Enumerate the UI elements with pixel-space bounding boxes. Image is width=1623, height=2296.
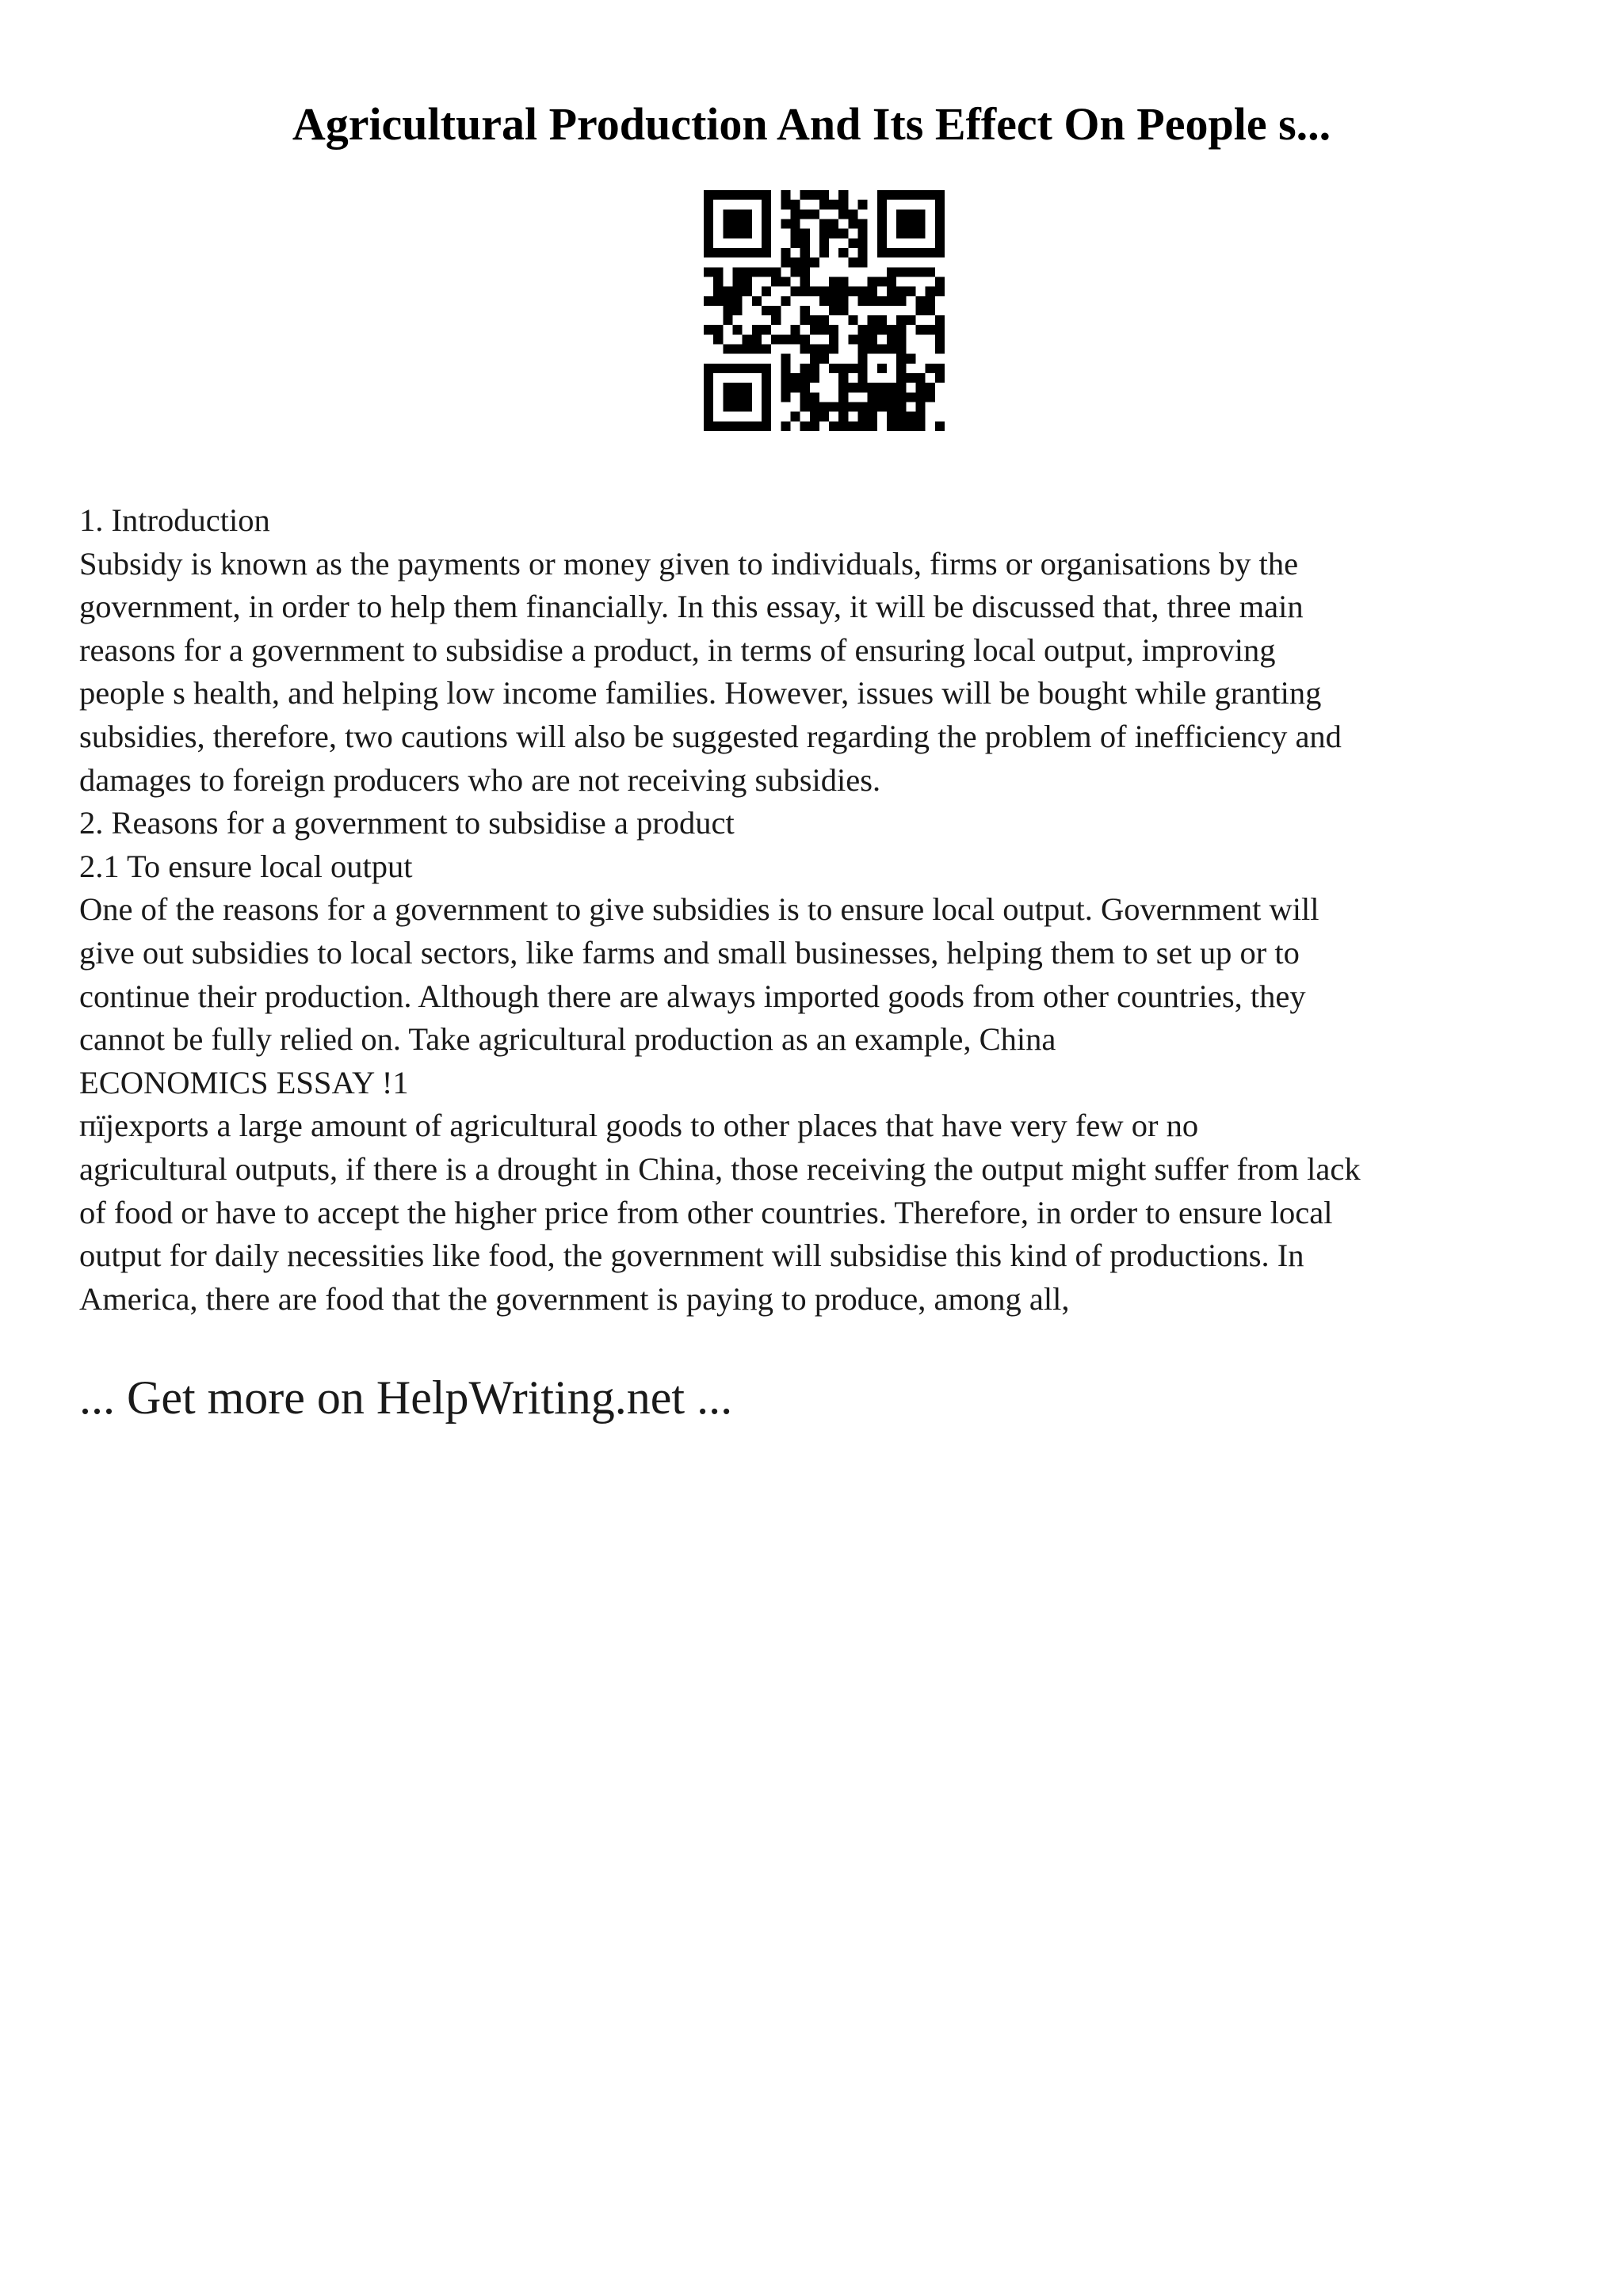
body-line: 2. Reasons for a government to subsidise a product bbox=[79, 805, 735, 841]
document-title: Agricultural Production And Its Effect On People s... bbox=[292, 98, 1331, 150]
body-line: people s health, and helping low income families. However, issues will be bought while granting bbox=[79, 675, 1322, 711]
body-line: Subsidy is known as the payments or money given to individuals, firms or organisations by the bbox=[79, 545, 1299, 582]
body-line: ECONOMICS ESSAY !1 bbox=[79, 1064, 409, 1100]
body-line: cannot be fully relied on. Take agricultural production as an example, China bbox=[79, 1021, 1056, 1058]
get-more-link[interactable]: ... Get more on HelpWriting.net ... bbox=[79, 1371, 733, 1424]
qr-code-icon[interactable] bbox=[704, 190, 945, 431]
body-line: agricultural outputs, if there is a drought in China, those receiving the output might suffer from lack bbox=[79, 1150, 1361, 1187]
body-line: 1. Introduction bbox=[79, 502, 270, 538]
body-line: give out subsidies to local sectors, like farms and small businesses, helping them to set up or to bbox=[79, 934, 1300, 971]
body-line: subsidies, therefore, two cautions will also be suggested regarding the problem of inefficiency and bbox=[79, 718, 1342, 754]
body-line: America, there are food that the government is paying to produce, among all, bbox=[79, 1280, 1070, 1317]
body-line: of food or have to accept the higher price from other countries. Therefore, in order to ensure local bbox=[79, 1194, 1333, 1230]
body-line: reasons for a government to subsidise a product, in terms of ensuring local output, improving bbox=[79, 631, 1276, 668]
body-line: government, in order to help them financially. In this essay, it will be discussed that, three main bbox=[79, 589, 1304, 625]
qr-code-graphic bbox=[704, 190, 945, 431]
body-line: One of the reasons for a government to give subsidies is to ensure local output. Government will bbox=[79, 891, 1319, 928]
body-line: пїјexports a large amount of agricultural goods to other places that have very few or no bbox=[79, 1108, 1199, 1144]
body-line: damages to foreign producers who are not receiving subsidies. bbox=[79, 761, 881, 798]
body-line: 2.1 To ensure local output bbox=[79, 848, 413, 884]
body-line: continue their production. Although there are always imported goods from other countries, they bbox=[79, 978, 1306, 1014]
document-body bbox=[79, 499, 1569, 1321]
body-line: output for daily necessities like food, the government will subsidise this kind of productions. In bbox=[79, 1238, 1304, 1274]
